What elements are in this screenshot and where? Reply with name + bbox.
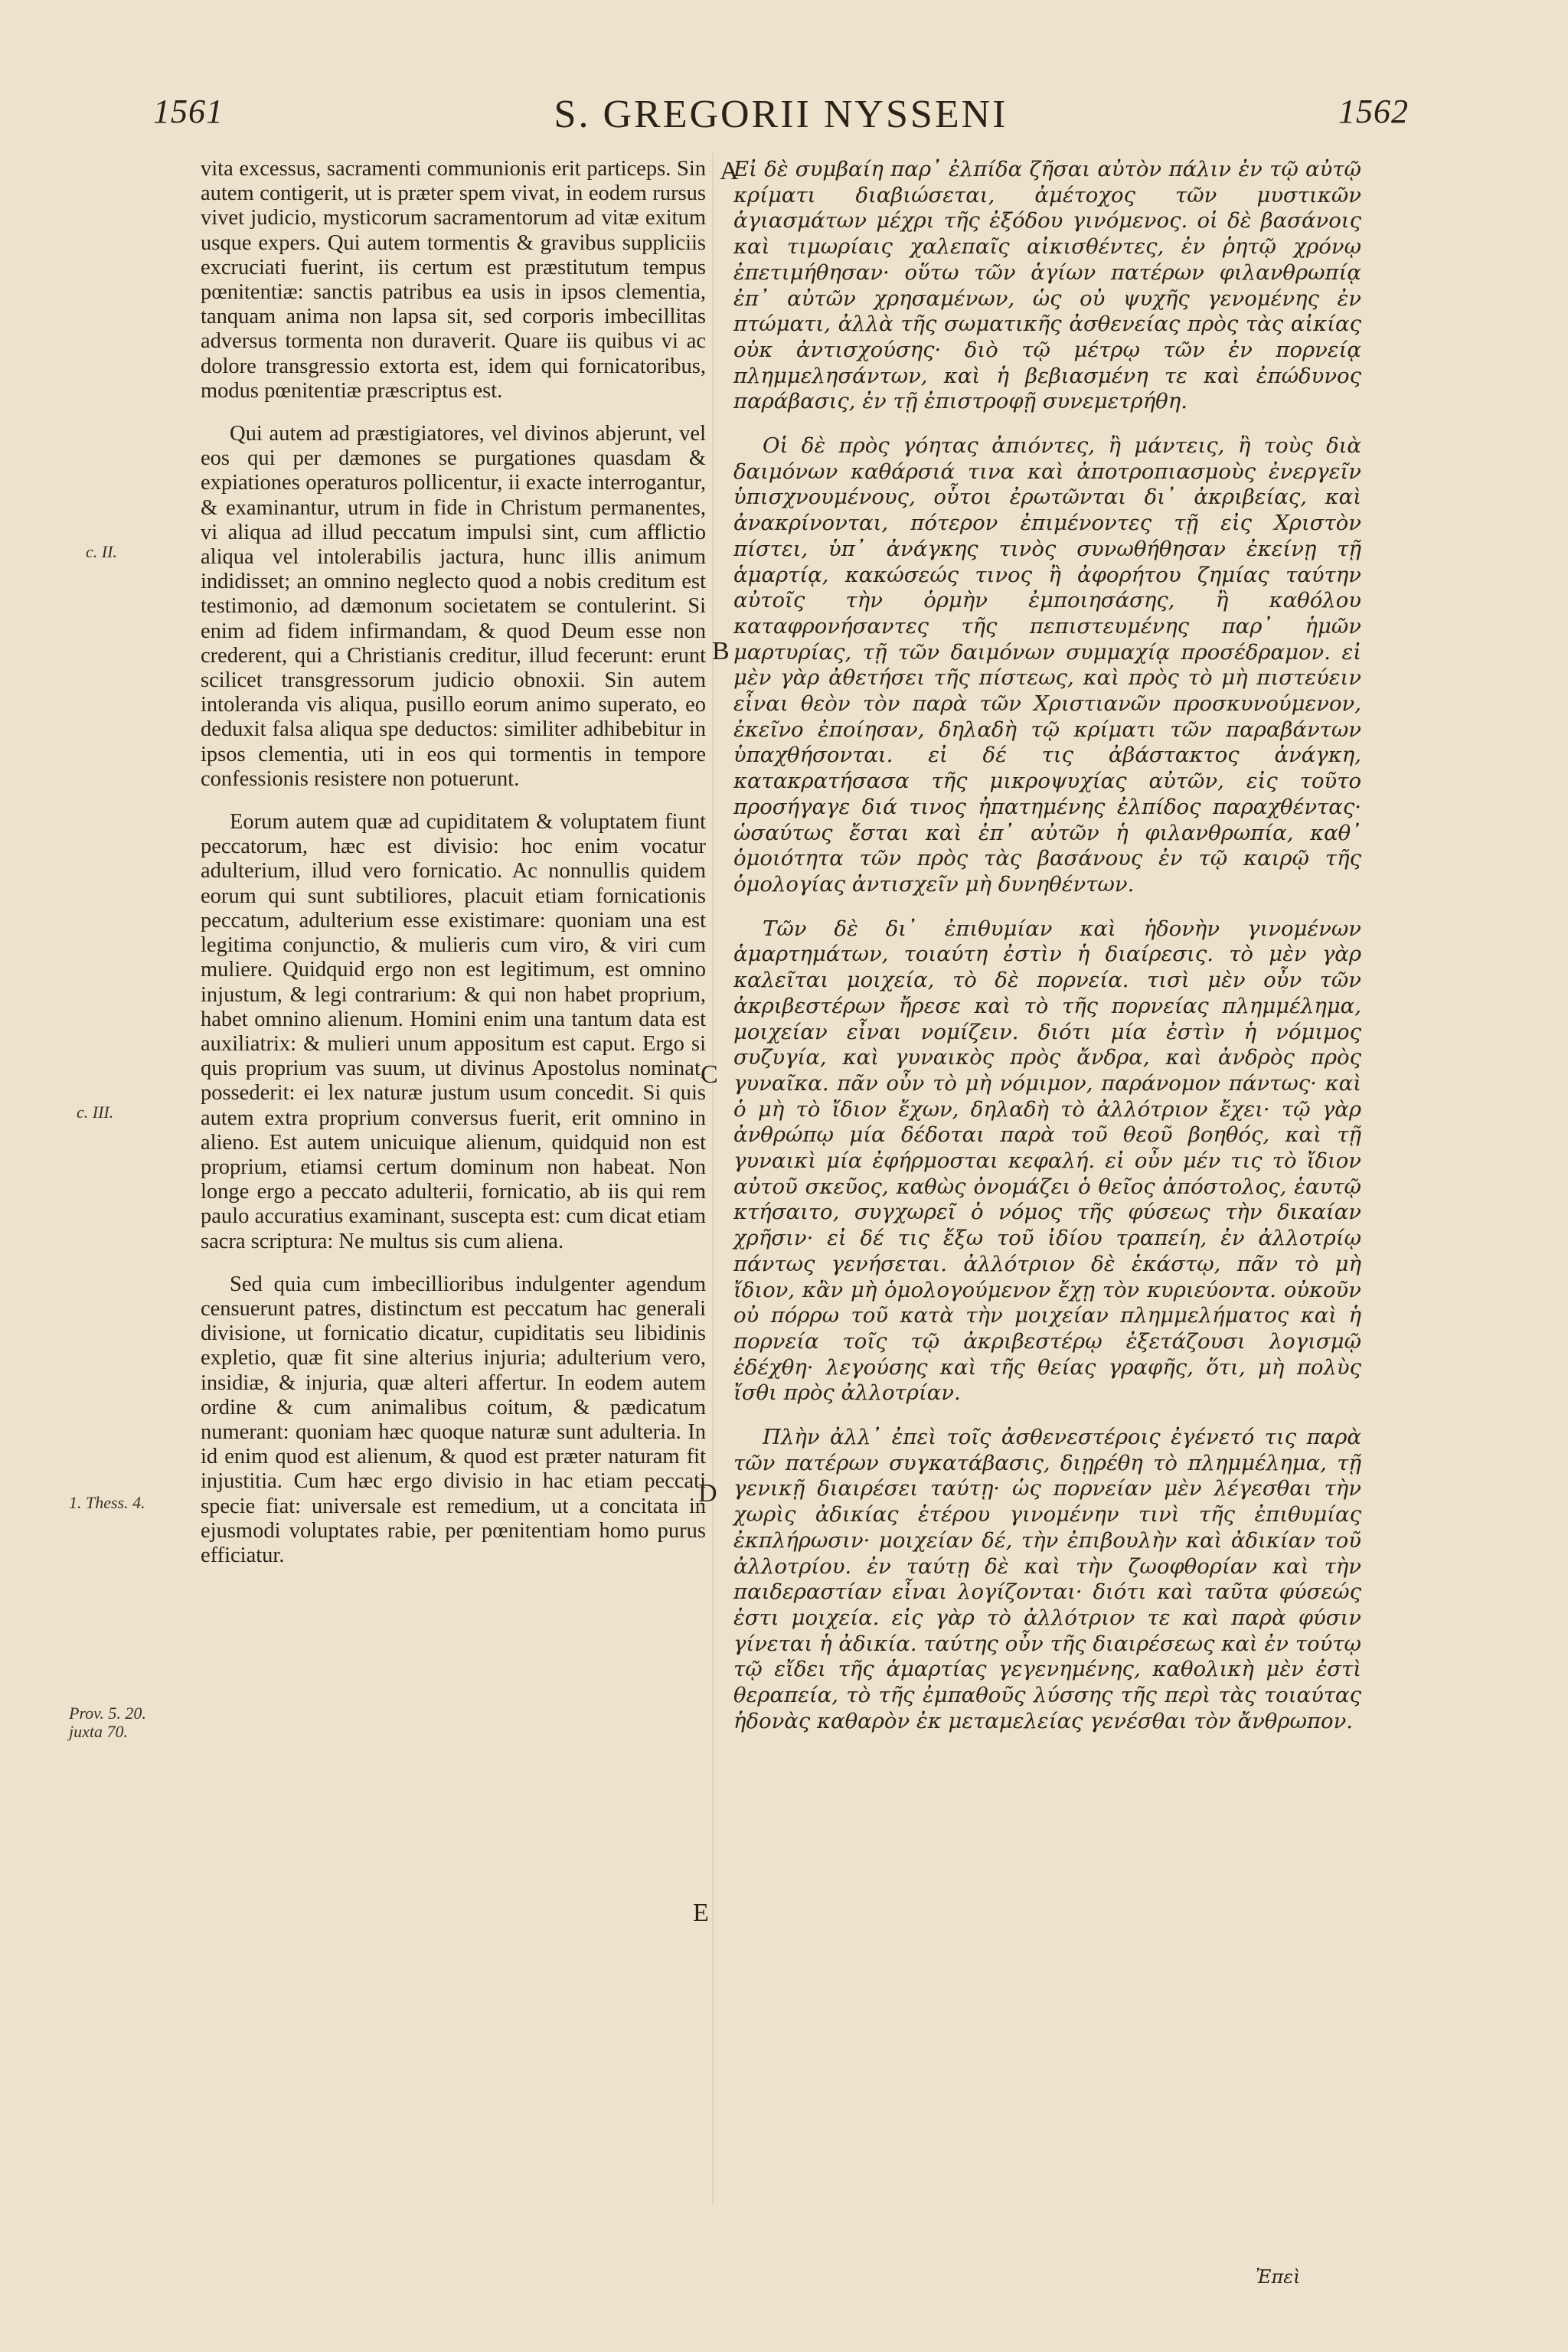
page-number-right: 1562 [1338, 93, 1409, 130]
section-letter-a: A [720, 157, 739, 185]
greek-paragraph-3: Τῶν δὲ δι᾽ ἐπιθυμίαν καὶ ἡδονὴν γινομένων ἁμαρτημάτων, τοιαύτη ἐστὶν ἡ διαίρεσις. τὸ μὲν γὰρ καλεῖται μοιχεία, τὸ δὲ πορνεία. τισὶ μὲν οὖν τῶν ἀκριβεστέρων ἤρεσε καὶ τὸ τῆς πορνείας πλημμέλημα, μοιχείαν εἶναι νομίζειν. διότι μία ἐστὶν ἡ νόμιμος συζυγία, καὶ γυναικὸς πρὸς ἄνδρα, καὶ ἀνδρὸς πρὸς γυναῖκα. πᾶν οὖν τὸ μὴ νόμιμον, παράνομον πάντως· καὶ ὁ μὴ τὸ ἴδιον ἔχων, δηλαδὴ τὸ ἀλλότριον ἔχει· τῷ γὰρ ἀνθρώπῳ μία δέδοται παρὰ τοῦ θεοῦ βοηθός, καὶ τῇ γυναικὶ μία ἐφήρμοσται κεφαλή. εἰ οὖν μέν τις τὸ ἴδιον αὐτοῦ σκεῦος, καθὼς ὀνομάζει ὁ θεῖος ἀπόστολος, ἑαυτῷ κτήσαιτο, συγχωρεῖ ὁ νόμος τῆς φύσεως τὴν δικαίαν χρῆσιν· εἰ δέ τις ἔξω τοῦ ἰδίου τραπείη, ἐν ἀλλοτρίῳ πάντως γενήσεται. ἀλλότριον δὲ ἑκάστῳ, πᾶν τὸ μὴ ἴδιον, κἂν μὴ ὁμολογούμενον ἔχῃ τὸν κυριεύοντα. οὐκοῦν οὐ πόρρω τοῦ κατὰ τὴν μοιχείαν πλημμελήματος καὶ ἡ πορνεία τοῖς τῷ ἀκριβεστέρῳ ἐξετάζουσι λογισμῷ ἐδέχθη· λεγούσης καὶ τῆς θείας γραφῆς, ὅτι, μὴ πολὺς ἴσθι πρὸς ἀλλοτρίαν. [733, 916, 1361, 1406]
greek-paragraph-1: Εἰ δὲ συμβαίη παρ᾽ ἐλπίδα ζῆσαι αὐτὸν πάλιν ἐν τῷ αὐτῷ κρίματι διαβιώσεται, ἀμέτοχος τῶν μυστικῶν ἁγιασμάτων μέχρι τῆς ἐξόδου γινόμενος. οἱ δὲ βασάνοις καὶ τιμωρίαις χαλεπαῖς αἰκισθέντες, ἐν ῥητῷ χρόνῳ ἐπετιμήθησαν· οὕτω τῶν ἁγίων πατέρων φιλανθρωπίᾳ ἐπ᾽ αὐτῶν χρησαμένων, ὡς οὐ ψυχῆς γενομένης ἐν πτώματι, ἀλλὰ τῆς σωματικῆς ἀσθενείας πρὸς τὰς αἰκίας οὐκ ἀντισχούσης· διὸ τῷ μέτρῳ τῶν ἐν πορνείᾳ πλημμελησάντων, καὶ ἡ βεβιασμένη τε καὶ ἐπώδυνος παράβασις, ἐν τῇ ἐπιστροφῇ συνεμετρήθη. [733, 157, 1361, 414]
greek-paragraph-2: Οἱ δὲ πρὸς γόητας ἀπιόντες, ἢ μάντεις, ἢ τοὺς διὰ δαιμόνων καθάρσιά τινα καὶ ἀποτροπιασμοὺς ἐνεργεῖν ὑπισχνουμένους, οὗτοι ἐρωτῶνται δι᾽ ἀκριβείας, καὶ ἀνακρίνονται, πότερον ἐπιμένοντες τῇ εἰς Χριστὸν πίστει, ὑπ᾽ ἀνάγκης τινὸς συνωθήθησαν ἐκείνῃ τῇ ἁμαρτίᾳ, κακώσεώς τινος ἢ ἀφορήτου ζημίας ταύτην αὐτοῖς τὴν ὁρμὴν ἐμποιησάσης, ἢ καθόλου καταφρονήσαντες τῆς πεπιστευμένης παρ᾽ ἡμῶν μαρτυρίας, τῇ τῶν δαιμόνων συμμαχίᾳ προσέδραμον. εἰ μὲν γὰρ ἀθετήσει τῆς πίστεως, καὶ πρὸς τὸ μὴ πιστεύειν εἶναι θεὸν τὸν παρὰ τῶν Χριστιανῶν προσκυνούμενον, ἐκεῖνο ἐποίησαν, δηλαδὴ τῷ κρίματι τῶν παραβάντων ὑπαχθήσονται. εἰ δέ τις ἀβάστακτος ἀνάγκη, κατακρατήσασα τῆς μικροψυχίας αὐτῶν, εἰς τοῦτο προσήγαγε διά τινος ἠπατημένης ἐλπίδος παραχθέντας· ὡσαύτως ἔσται καὶ ἐπ᾽ αὐτῶν ἡ φιλανθρωπία, καθ᾽ ὁμοιότητα τῶν πρὸς τὰς βασάνους ἐν τῷ καιρῷ τῆς ὁμολογίας ἀντισχεῖν μὴ δυνηθέντων. [733, 433, 1361, 897]
latin-paragraph-3: Eorum autem quæ ad cupiditatem & voluptatem fiunt peccatorum, hæc est divisio: hoc enim vocatur adulterium, illud vero fornicatio. Ac nonnullis quidem eorum qui sunt subtiliores, placuit etiam fornicationis peccatum, adulterium esse existimare: quoniam una est legitima conjunctio, & mulieris cum viro, & viri cum muliere. Quidquid ergo non est legitimum, est omnino injustum, & legi contrarium: & qui non habet proprium, habet omnino alienum. Homini enim una tantum data est auxiliatrix: & mulieri unum appositum est caput. Ergo si quis proprium vas suum, ut divinus Apostolus nominat, possederit: ei lex naturæ justum usum concedit. Si quis autem extra proprium conversus fuerit, erit omnino in alieno. Est autem unicuique alienum, quidquid non est proprium, etiamsi certum dominum non habeat. Non longe ergo a peccato adulterii, fornicatio, ab iis qui rem paulo accuratius examinant, suscepta est: cum dicat etiam sacra scriptura: Ne multus sis cum aliena. [201, 810, 706, 1253]
margin-note-c3: c. III. [77, 1102, 114, 1122]
section-letter-c: C [701, 1060, 718, 1089]
greek-paragraph-4: Πλὴν ἀλλ᾽ ἐπεὶ τοῖς ἀσθενεστέροις ἐγένετό τις παρὰ τῶν πατέρων συγκατάβασις, διῃρέθη τὸ πλημμέλημα, τῇ γενικῇ διαιρέσει ταύτῃ· ὡς πορνείαν μὲν λέγεσθαι τὴν χωρὶς ἀδικίας ἑτέρου γινομένην τινὶ τῆς ἐπιθυμίας ἐκπλήρωσιν· μοιχείαν δέ, τὴν ἐπιβουλὴν καὶ ἀδικίαν τοῦ ἀλλοτρίου. ἐν ταύτῃ δὲ καὶ τὴν ζωοφθορίαν καὶ τὴν παιδεραστίαν εἶναι λογίζονται· διότι καὶ ταῦτα φύσεώς ἐστι μοιχεία. εἰς γὰρ τὸ ἀλλότριον τε καὶ παρὰ φύσιν γίνεται ἡ ἀδικία. ταύτης οὖν τῆς διαιρέσεως καὶ ἐν τούτῳ τῷ εἴδει τῆς ἁμαρτίας γεγενημένης, καθολικὴ μὲν ἐστὶ θεραπεία, τὸ τῆς ἐμπαθοῦς λύσσης τῆς περὶ τὰς τοιαύτας ἡδονὰς καθαρὸν ἐκ μεταμελείας γενέσθαι τὸν ἄνθρωπον. [733, 1425, 1361, 1733]
column-gutter [712, 153, 714, 2205]
section-letter-b: B [712, 637, 730, 665]
section-letter-e: E [693, 1899, 709, 1927]
page-number-left: 1561 [153, 93, 224, 130]
latin-paragraph-1: vita excessus, sacramenti communionis erit particeps. Sin autem contigerit, ut is præter spem vivat, in eodem rursus vivet judicio, mysticorum sacramentorum ad vitæ exitum usque expers. Qui autem tormentis & gravibus suppliciis excruciati fuerint, iis certum est præstitutum tempus pœnitentiæ: sanctis patribus ea usis in ipsos clementia, tanquam anima non lapsa sit, sed corporis imbecillitas adversus tormenta non duraverit. Quare iis quibus vi ac dolore transgressio extorta est, idem qui fornicatoribus, modus pœnitentiæ præscriptus est. [201, 157, 706, 403]
section-letter-d: D [698, 1479, 717, 1508]
running-title: S. GREGORII NYSSENI [554, 93, 1008, 136]
margin-note-thess: 1. Thess. 4. [69, 1493, 145, 1512]
latin-paragraph-4: Sed quia cum imbecillioribus indulgenter agendum censuerunt patres, distinctum est peccatum hac generali divisione, ut fornicatio dicatur, cupiditatis seu libidinis expletio, quæ fit sine alterius injuria; adulterium vero, insidiæ, & injuria, quæ alteri affertur. In eodem autem ordine & cum animalibus coitum, & pædicatum numerant: quoniam hæc quoque naturæ sunt adulteria. In id enim quod est alienum, & quod est præter naturam fit injustitia. Cum hæc ergo divisio in hac etiam peccati specie fiat: universale est remedium, ut a concitata in ejusmodi voluptates rabie, per pœnitentiam homo purus efficiatur. [201, 1272, 706, 1567]
latin-column [201, 157, 706, 2178]
running-header [153, 92, 1409, 153]
latin-paragraph-2: Qui autem ad præstigiatores, vel divinos abjerunt, vel eos qui per dæmones se purgationes quasdam & expiationes operaturos pollicentur, ii exacte interrogantur, & examinantur, utrum in fide in Christum permanentes, vi aliqua ad illud peccatum impulsi sint, cum afflictio aliqua vel intolerabilis jactura, hunc illis animum indidisset; an omnino neglecto quod a nobis creditum est testimonio, ad dæmonum societatem se contulerint. Si enim ad fidem infirmandam, & quod Deum esse non crederent, qui a Christianis creditur, illud fecerunt: erunt scilicet transgressorum judicio obnoxii. Sin autem intoleranda vis aliqua, pusillo eorum animo superato, eo deduxit falsa aliqua spe deductos: similiter adhibebitur in ipsos clementia, uti in eos qui tormentis in tempore confessionis resistere non potuerunt. [201, 422, 706, 791]
margin-note-prov: Prov. 5. 20. juxta 70. [69, 1704, 146, 1741]
greek-column [733, 157, 1361, 2270]
margin-note-c2: c. II. [86, 542, 117, 561]
catchword: Ἐπεὶ [1256, 2266, 1301, 2288]
